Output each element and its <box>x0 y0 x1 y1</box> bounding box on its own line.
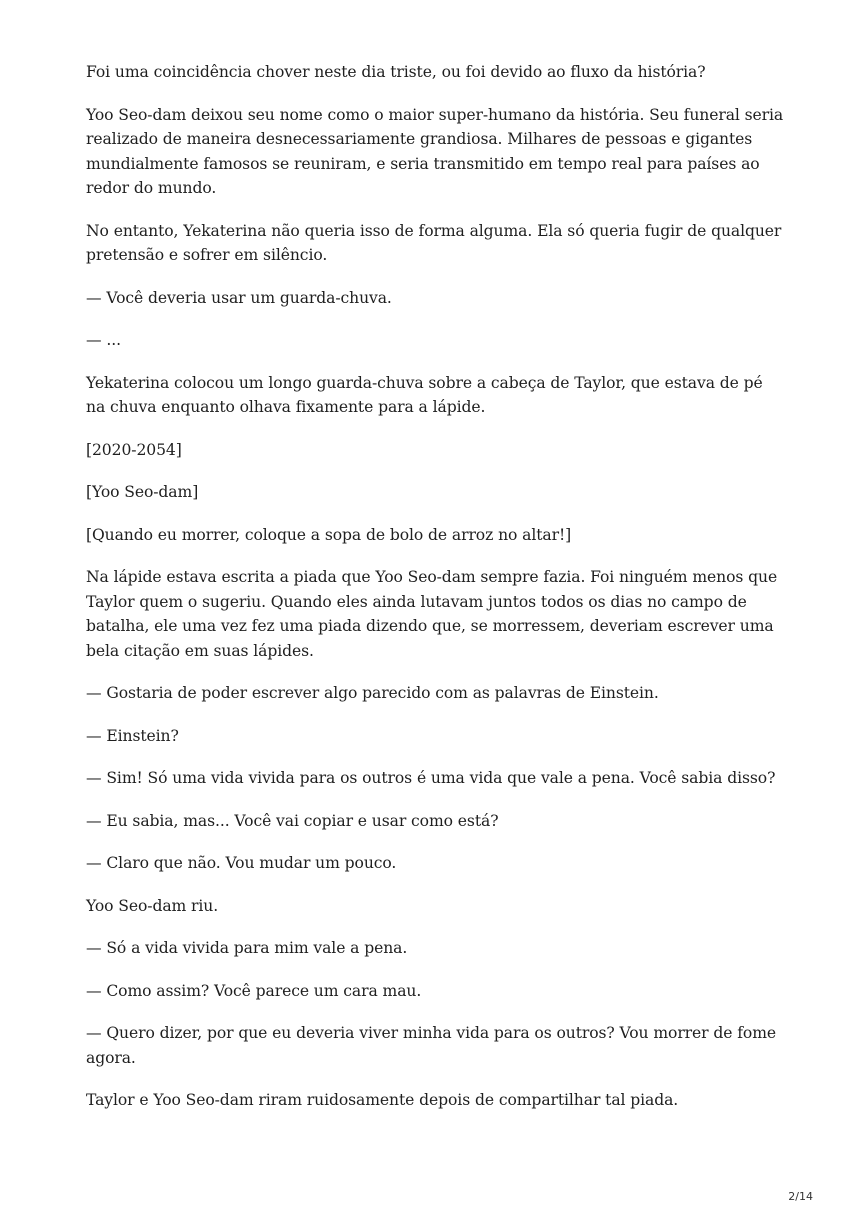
page-number: 2/14 <box>788 1190 813 1203</box>
paragraph: No entanto, Yekaterina não queria isso de forma alguma. Ela só queria fugir de qualquer pretensão e sofrer em silêncio. <box>86 221 782 264</box>
dialogue-line: — Gostaria de poder escrever algo parecido com as palavras de Einstein. <box>86 684 659 702</box>
dialogue-line: — Einstein? <box>86 726 179 745</box>
paragraph: Taylor e Yoo Seo-dam riram ruidosamente depois de compartilhar tal piada. <box>86 1091 679 1109</box>
dialogue-line: — Claro que não. Vou mudar um pouco. <box>86 854 397 872</box>
dialogue-line: — Como assim? Você parece um cara mau. <box>86 981 422 1000</box>
tombstone-epitaph: [Quando eu morrer, coloque a sopa de bolo de arroz no altar!] <box>86 525 572 544</box>
page-body <box>86 60 786 1131</box>
paragraph: Yekaterina colocou um longo guarda-chuva sobre a cabeça de Taylor, que estava de pé na chuva enquanto olhava fixamente para a lápide. <box>86 373 763 416</box>
dialogue-line: — ... <box>86 331 121 349</box>
dialogue-line: — Você deveria usar um guarda-chuva. <box>86 288 392 307</box>
paragraph: Foi uma coincidência chover neste dia triste, ou foi devido ao fluxo da história? <box>86 63 706 81</box>
dialogue-line: — Sim! Só uma vida vivida para os outros é uma vida que vale a pena. Você sabia disso? <box>86 769 776 787</box>
dialogue-line: — Só a vida vivida para mim vale a pena. <box>86 939 408 957</box>
paragraph: Yoo Seo-dam riu. <box>86 896 219 915</box>
dialogue-line: — Eu sabia, mas... Você vai copiar e usar como está? <box>86 811 499 830</box>
dialogue-line: — Quero dizer, por que eu deveria viver minha vida para os outros? Vou morrer de fome agora. <box>86 1024 777 1067</box>
tombstone-name: [Yoo Seo-dam] <box>86 483 199 501</box>
paragraph: Na lápide estava escrita a piada que Yoo Seo-dam sempre fazia. Foi ninguém menos que Taylor quem o sugeriu. Quando eles ainda lutavam juntos todos os dias no campo de batalha, ele uma vez fez uma piada dizendo que, se morressem, deveriam escrever uma bela citação em suas lápides. <box>86 568 778 660</box>
paragraph: Yoo Seo-dam deixou seu nome como o maior super-humano da história. Seu funeral seria realizado de maneira desnecessariamente grandiosa. Milhares de pessoas e gigantes mundialmente famosos se reuniram, e seria transmitido em tempo real para países ao redor do mundo. <box>86 105 784 197</box>
tombstone-dates: [2020-2054] <box>86 440 182 459</box>
